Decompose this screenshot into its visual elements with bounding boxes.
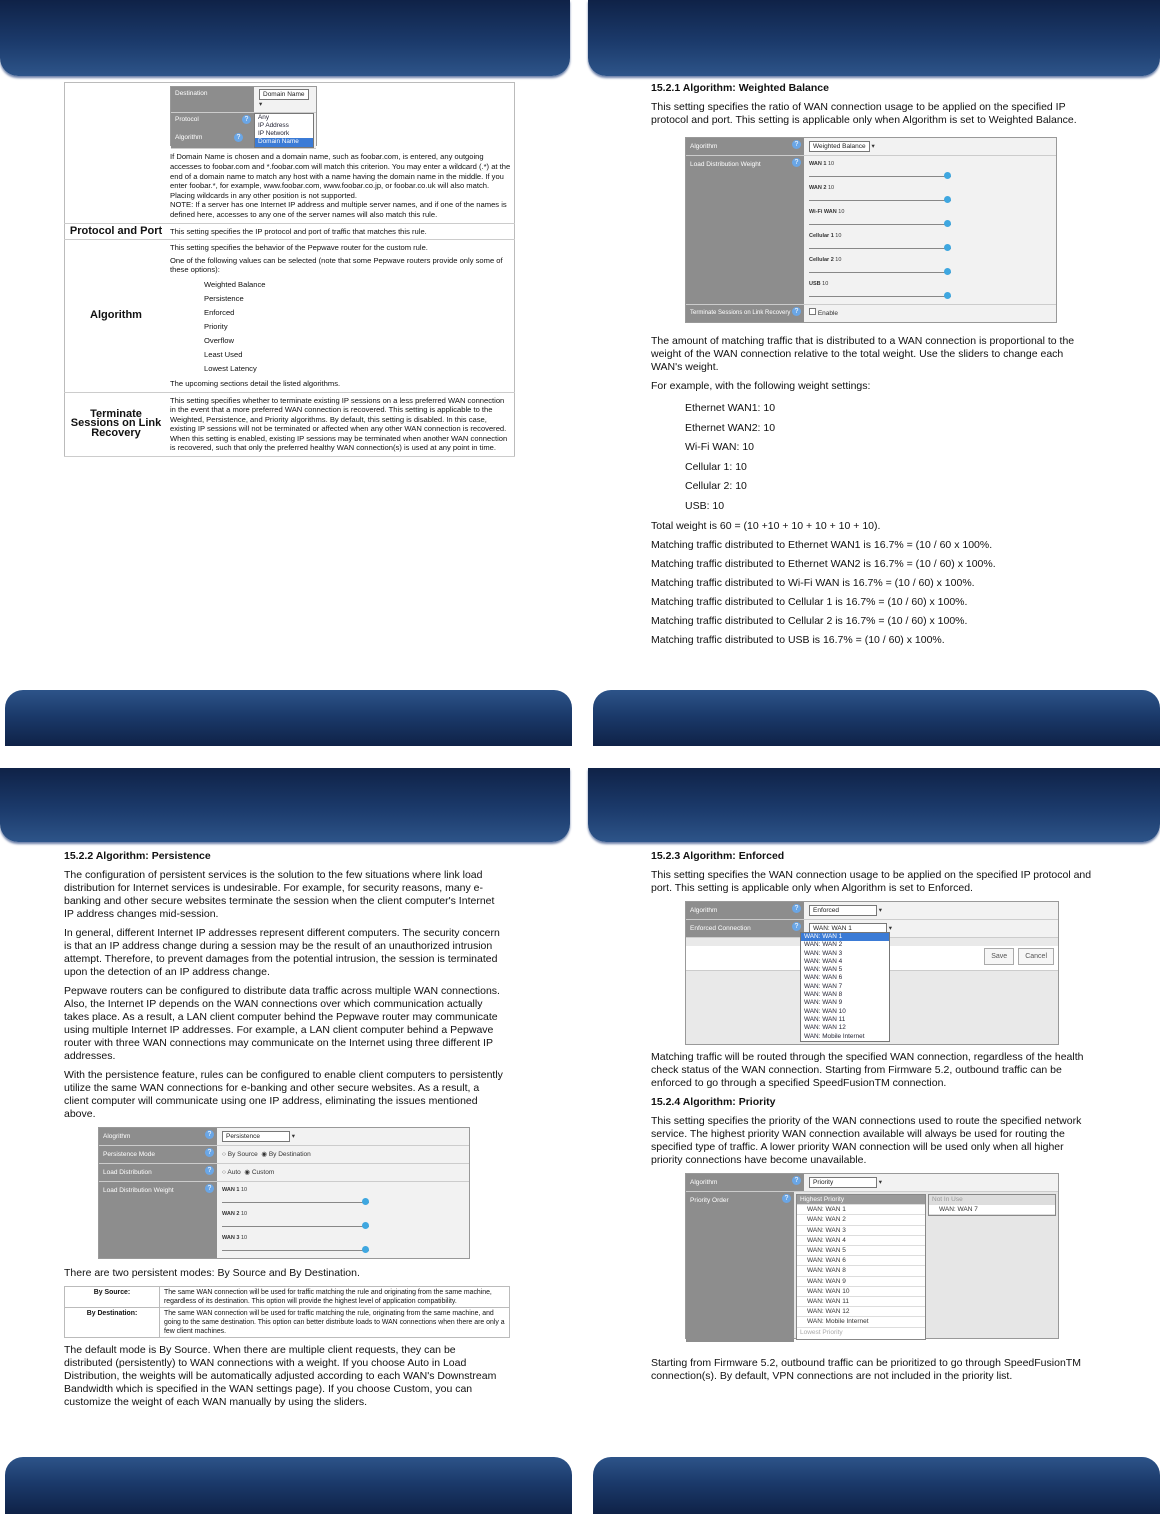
terminate-label: Terminate Sessions on Link Recovery	[65, 392, 168, 457]
priority-item[interactable]: WAN: Mobile Internet	[797, 1317, 925, 1327]
destination-label: Destination	[171, 87, 254, 112]
algorithm-item: Least Used	[204, 349, 243, 359]
section-heading: 15.2.3 Algorithm: Enforced	[651, 850, 785, 862]
persistence-paragraph: With the persistence feature, rules can be configured to enable client computers to persistently utilize the same WAN connections for e-banking and other secure websites. As a result, a client computer will communicate using one IP address, eliminating the issues mentioned above.	[64, 1069, 503, 1120]
help-icon: ?	[792, 1176, 801, 1185]
dropdown-option[interactable]: WAN: Mobile Internet	[804, 1032, 865, 1040]
weight-sliders	[804, 156, 1056, 304]
destination-dropdown	[254, 113, 314, 148]
help-icon: ?	[205, 1184, 214, 1193]
priority-item[interactable]: WAN: WAN 11	[797, 1297, 925, 1307]
help-icon: ?	[242, 115, 251, 124]
page1-header-band	[0, 0, 570, 76]
match-item: Matching traffic distributed to Wi-Fi WAN is 16.7% = (10 / 60) x 100%.	[651, 576, 975, 589]
weight-list	[685, 399, 1091, 517]
slider-label: USB 10	[809, 281, 829, 287]
page4-footer-band	[593, 1457, 1160, 1514]
default-mode-paragraph: The default mode is By Source. When there are multiple client requests, they can be distributed (persistently) to WAN connections with a weight. If you choose Auto in Load Distribution, the weights will be automatically adjusted according to each WAN's Downstream Bandwidth which is specified in the WAN settings page). If you choose Custom, you can customize the weight of each WAN manually by using the sliders.	[64, 1344, 497, 1408]
page2-header-band	[588, 0, 1160, 76]
chevron-down-icon: ▾	[869, 143, 875, 150]
modes-intro: There are two persistent modes: By Source and By Destination.	[64, 1267, 360, 1279]
priority-item[interactable]: WAN: WAN 2	[797, 1215, 925, 1225]
by-source-radio[interactable]: ○	[222, 1151, 228, 1158]
priority-item[interactable]: WAN: WAN 6	[797, 1256, 925, 1266]
chevron-down-icon: ▾	[887, 925, 893, 932]
priority-item[interactable]: WAN: WAN 9	[797, 1277, 925, 1287]
by-destination-radio[interactable]: ◉	[261, 1151, 269, 1158]
cellular2-slider[interactable]	[809, 268, 951, 276]
help-icon: ?	[792, 158, 801, 167]
algorithm-row-label: Algorithm	[65, 240, 168, 392]
match-item: Matching traffic distributed to Cellular 2 is 16.7% = (10 / 60) x 100%.	[651, 614, 968, 627]
priority-item[interactable]: WAN: WAN 1	[797, 1205, 925, 1215]
chevron-down-icon: ▾	[290, 1133, 296, 1140]
algorithm-text-1: This setting specifies the behavior of the Pepwave router for the custom rule.	[170, 243, 428, 253]
slider-label: Cellular 1 10	[809, 233, 842, 239]
help-icon: ?	[205, 1166, 214, 1175]
dropdown-option-selected[interactable]: WAN: WAN 1	[801, 933, 889, 941]
slider-label: WAN 1 10	[809, 161, 835, 167]
custom-radio[interactable]: ◉	[244, 1169, 252, 1176]
match-item: Matching traffic distributed to Ethernet WAN1 is 16.7% = (10 / 60 x 100%.	[651, 538, 993, 551]
help-icon: ?	[234, 133, 243, 142]
priority-item[interactable]: WAN: WAN 10	[797, 1287, 925, 1297]
dropdown-option[interactable]: WAN: WAN 3	[804, 949, 843, 957]
match-item: Matching traffic distributed to Ethernet WAN2 is 16.7% = (10 / 60) x 100%.	[651, 557, 996, 570]
page2-footer-band	[593, 690, 1160, 746]
dropdown-option[interactable]: WAN: WAN 11	[804, 1015, 846, 1023]
modes-table	[64, 1286, 510, 1338]
weight-explanation: The amount of matching traffic that is distributed to a WAN connection is proportional to the weight of the WAN connection relative to the total weight. Use the sliders to change each WAN's weight.	[651, 335, 1075, 373]
match-item: Matching traffic distributed to Cellular 1 is 16.7% = (10 / 60) x 100%.	[651, 595, 968, 608]
page1-footer-band	[5, 690, 572, 746]
domain-text-2: NOTE: If a server has one Internet IP address and multiple server names, and if one of the names is defined here, accesses to any one of the server names will also match this rule.	[170, 200, 507, 219]
help-icon: ?	[792, 922, 801, 931]
priority-item[interactable]: WAN: WAN 5	[797, 1246, 925, 1256]
priority-item[interactable]: WAN: WAN 3	[797, 1226, 925, 1236]
enforced-screenshot: Algorithm ? Enforced ▾ Enforced Connection ? WAN: WAN 1 ▾ Save Cancel WAN: WAN 1 WAN: WAN 2 WAN: WAN 3 WAN: WAN 4 WAN: WAN 5 WAN: WAN 6 WAN: WAN 7 WAN: WAN 8 WAN: WAN 9 WAN: WAN 10 WAN: WAN 11 WAN: WAN 12 WAN: Mobile Internet	[685, 901, 1059, 1045]
chevron-down-icon: ▾	[259, 101, 263, 108]
dropdown-option[interactable]: WAN: WAN 4	[804, 957, 843, 965]
persistence-paragraph: In general, different Internet IP addresses represent different computers. The security concern is that an IP address change during a session may be the result of an unauthorized intrusion attempt. Therefore, to prevent damages from the potential intrusion, the session is terminated upon the detection of an IP address change.	[64, 927, 500, 978]
chevron-down-icon: ▾	[877, 907, 883, 914]
terminate-text: This setting specifies whether to terminate existing IP sessions on a less preferred WAN connection in the event that a more preferred WAN connection is recovered. This setting is applicable to the Weighted, Persistence, and Priority algorithms. By default, this setting is disabled. In this case, existing IP sessions will not be terminated or affected when any other WAN connection is recovered. When this setting is enabled, existing IP sessions may be terminated when another WAN connection is recovered, such that only the preferred healthy WAN connection(s) is used at any point in time.	[167, 392, 515, 457]
slider-label: Cellular 2 10	[809, 257, 842, 263]
persistence-screenshot: Alogrithm ? Persistence ▾ Persistence Mode ? ○ By Source ◉ By Destination Load Distribution ? ○ Auto ◉ Custom Load Distribution Weight ? WAN 1 10 WAN 2 10 WAN 3 10	[98, 1127, 470, 1259]
help-icon: ?	[782, 1194, 791, 1203]
slider-label: WAN 2 10	[809, 185, 835, 191]
auto-radio[interactable]: ○	[222, 1169, 228, 1176]
help-icon: ?	[792, 307, 801, 316]
enable-checkbox[interactable]	[809, 308, 816, 315]
enforced-dropdown	[800, 932, 890, 1042]
dropdown-option[interactable]: WAN: WAN 5	[804, 966, 843, 974]
help-icon: ?	[205, 1130, 214, 1139]
help-icon: ?	[792, 904, 801, 913]
priority-item[interactable]: WAN: WAN 12	[797, 1307, 925, 1317]
example-intro: For example, with the following weight settings:	[651, 380, 871, 392]
match-item: Matching traffic distributed to USB is 16.7% = (10 / 60) x 100%.	[651, 633, 945, 646]
section-heading: 15.2.2 Algorithm: Persistence	[64, 850, 211, 862]
settings-table	[64, 82, 515, 457]
dropdown-option[interactable]: WAN: WAN 7	[804, 982, 843, 990]
wifi-wan-slider[interactable]	[809, 220, 951, 228]
dropdown-option[interactable]: WAN: WAN 10	[804, 1007, 846, 1015]
page2	[651, 82, 1091, 650]
weight-item: Wi-Fi WAN: 10	[685, 441, 755, 454]
cancel-button[interactable]: Cancel	[1018, 948, 1054, 965]
page4-header-band	[588, 768, 1160, 842]
usb-slider[interactable]	[809, 292, 951, 300]
weight-item: Ethernet WAN2: 10	[685, 421, 776, 434]
algorithm-item: Persistence	[204, 293, 244, 303]
page4	[651, 850, 1093, 1389]
wan1-slider[interactable]	[809, 172, 951, 180]
wan1-slider[interactable]	[222, 1198, 369, 1206]
domain-text-1: If Domain Name is chosen and a domain name, such as foobar.com, is entered, any outgoing accesses to foobar.com and *.foobar.com will match this criterion. You may enter a wildcard (.*) at the end of a domain name to match any host with a name having the domain name in the middle. If you enter foobar.*, for example, www.foobar.com, www.foobar.co.jp, or foobar.co.uk will also match. Placing wildcards in any other position is not supported.	[170, 152, 511, 200]
terminate-row	[65, 392, 515, 457]
priority-paragraph: Starting from Firmware 5.2, outbound traffic can be prioritized to go through SpeedFusionTM connection(s). By default, VPN connections are not included in the priority list.	[651, 1357, 1081, 1382]
protocol-label: Protocol ?	[171, 113, 254, 148]
page3-footer-band	[5, 1457, 572, 1514]
dropdown-option[interactable]: WAN: WAN 12	[804, 1024, 846, 1032]
algorithm-item: Priority	[204, 321, 228, 331]
section-heading: 15.2.4 Algorithm: Priority	[651, 1096, 776, 1108]
weighted-balance-screenshot: Algorithm ? Weighted Balance ▾ Load Distribution Weight ? WAN 1 10 WAN 2 10 Wi-Fi WAN 10 Cellular 1 10 Cellular 2 10 USB 10 Terminate Sessions on Link Recovery ? Enable	[685, 137, 1057, 323]
persistence-paragraph: Pepwave routers can be configured to distribute data traffic across multiple WAN connections. Also, the Internet IP depends on the WAN connections over which communication actually takes place. As a result, a LAN client computer behind the Pepwave router may communicate using multiple Internet IP addresses. For example, a LAN client computer behind a Pepwave router with three WAN connections may communicate on the Internet using three different IP addresses.	[64, 985, 500, 1062]
destination-screenshot	[170, 86, 317, 146]
algorithm-text-2: One of the following values can be selected (note that some Pepwave routers provide only some of these options):	[170, 255, 503, 275]
not-in-use-list: Not In Use WAN: WAN 7	[928, 1194, 1056, 1216]
dropdown-option[interactable]: IP Network	[258, 130, 290, 138]
wan2-slider[interactable]	[222, 1222, 369, 1230]
destination-select[interactable]: Domain Name	[259, 89, 309, 100]
priority-item[interactable]: WAN: WAN 8	[797, 1266, 925, 1276]
priority-item[interactable]: WAN: WAN 4	[797, 1236, 925, 1246]
algorithm-label: Algorithm ?	[171, 131, 246, 145]
priority-screenshot: Algorithm ? Priority ▾ Priority Order ? Highest Priority WAN: WAN 1 WAN: WAN 2 WAN: WAN 3 WAN: WAN 4 WAN: WAN 5 WAN: WAN 6 WAN: WAN 8 WAN: WAN 9 WAN: WAN 10 WAN: WAN 11 WAN: WAN 12 WAN: Mobile Internet Lowest Priority Not In Use WAN: WAN 7	[685, 1173, 1059, 1339]
page1	[64, 82, 515, 457]
dropdown-option[interactable]: WAN: WAN 6	[804, 974, 843, 982]
unused-item[interactable]: WAN: WAN 7	[929, 1205, 1055, 1215]
cellular1-slider[interactable]	[809, 244, 951, 252]
help-icon: ?	[205, 1148, 214, 1157]
dropdown-option[interactable]: Any	[258, 113, 270, 121]
priority-intro: This setting specifies the priority of the WAN connections used to route the specified network service. The highest priority WAN connection available will always be used for routing the specified type of traffic. A lower priority WAN connection will be used only when all higher priority connections have become unavailable.	[651, 1115, 1082, 1166]
mode-row: By Destination: The same WAN connection will be used for traffic matching the rule, originating from the same machine, and going to the same destination. This option can better distribute loads to WAN connections when there are only a few client machines.	[65, 1308, 510, 1338]
persistence-paragraph: The configuration of persistent services is the solution to the few situations where link load distribution for Internet services is undesirable. For example, for security reasons, many e-banking and other secure websites terminate the session when the client computer's Internet IP address changes mid-session.	[64, 869, 495, 920]
weight-item: Cellular 1: 10	[685, 460, 747, 473]
algorithm-item: Weighted Balance	[204, 279, 266, 289]
mode-row: By Source: The same WAN connection will be used for traffic matching the rule and originating from the same machine, regardless of its destination. This option will provide the highest level of application compatibility.	[65, 1287, 510, 1308]
enforced-connection-select[interactable]: WAN: WAN 1	[809, 923, 887, 934]
enforced-intro: This setting specifies the WAN connection usage to be applied on the specified IP protocol and port. This setting is applicable only when Algorithm is set to Enforced.	[651, 869, 1092, 894]
chevron-down-icon: ▾	[877, 1179, 883, 1186]
weight-item: Ethernet WAN1: 10	[685, 402, 776, 414]
total-weight: Total weight is 60 = (10 +10 + 10 + 10 + 10 + 10).	[651, 519, 881, 532]
domain-row	[65, 83, 515, 224]
help-icon: ?	[792, 140, 801, 149]
algorithm-select[interactable]: Priority	[809, 1177, 877, 1188]
algorithm-select[interactable]: Persistence	[222, 1131, 290, 1142]
algorithm-row	[65, 240, 515, 392]
intro-paragraph: This setting specifies the ratio of WAN connection usage to be applied on the specified IP protocol and port. This setting is applicable only when Algorithm is set to Weighted Balance.	[651, 101, 1077, 126]
algorithm-list	[204, 278, 511, 376]
wan3-slider[interactable]	[222, 1246, 369, 1254]
protocol-port-label: Protocol and Port	[65, 223, 168, 240]
section-heading: 15.2.1 Algorithm: Weighted Balance	[651, 82, 829, 94]
page3-header-band	[0, 768, 570, 842]
dropdown-option-selected[interactable]: Domain Name	[255, 138, 313, 146]
save-button[interactable]: Save	[984, 948, 1014, 965]
protocol-row	[65, 223, 515, 240]
algorithm-select[interactable]: Weighted Balance	[809, 141, 870, 152]
dropdown-option[interactable]: WAN: WAN 9	[804, 999, 843, 1007]
slider-label: Wi-Fi WAN 10	[809, 209, 845, 215]
algorithm-select[interactable]: Enforced	[809, 905, 877, 916]
algorithm-text-3: The upcoming sections detail the listed algorithms.	[170, 378, 341, 388]
protocol-port-text: This setting specifies the IP protocol and port of traffic that matches this rule.	[167, 223, 515, 240]
page3	[64, 850, 504, 1415]
algorithm-item: Enforced	[204, 307, 235, 317]
priority-list: Highest Priority WAN: WAN 1 WAN: WAN 2 WAN: WAN 3 WAN: WAN 4 WAN: WAN 5 WAN: WAN 6 WAN: WAN 8 WAN: WAN 9 WAN: WAN 10 WAN: WAN 11 WAN: WAN 12 WAN: Mobile Internet Lowest Priority	[796, 1194, 926, 1340]
algorithm-item: Overflow	[204, 335, 234, 345]
match-list	[651, 517, 1091, 650]
algorithm-item: Lowest Latency	[204, 363, 257, 373]
weight-item: USB: 10	[685, 499, 725, 512]
weight-item: Cellular 2: 10	[685, 480, 747, 493]
dropdown-option[interactable]: WAN: WAN 8	[804, 991, 843, 999]
dropdown-option[interactable]: WAN: WAN 2	[804, 941, 843, 949]
wan2-slider[interactable]	[809, 196, 951, 204]
dropdown-option[interactable]: IP Address	[258, 121, 289, 129]
enforced-paragraph: Matching traffic will be routed through the specified WAN connection, regardless of the health check status of the WAN connection. Starting from Firmware 5.2, outbound traffic can be enforced to go through a specified SpeedFusionTM connection.	[651, 1051, 1084, 1089]
